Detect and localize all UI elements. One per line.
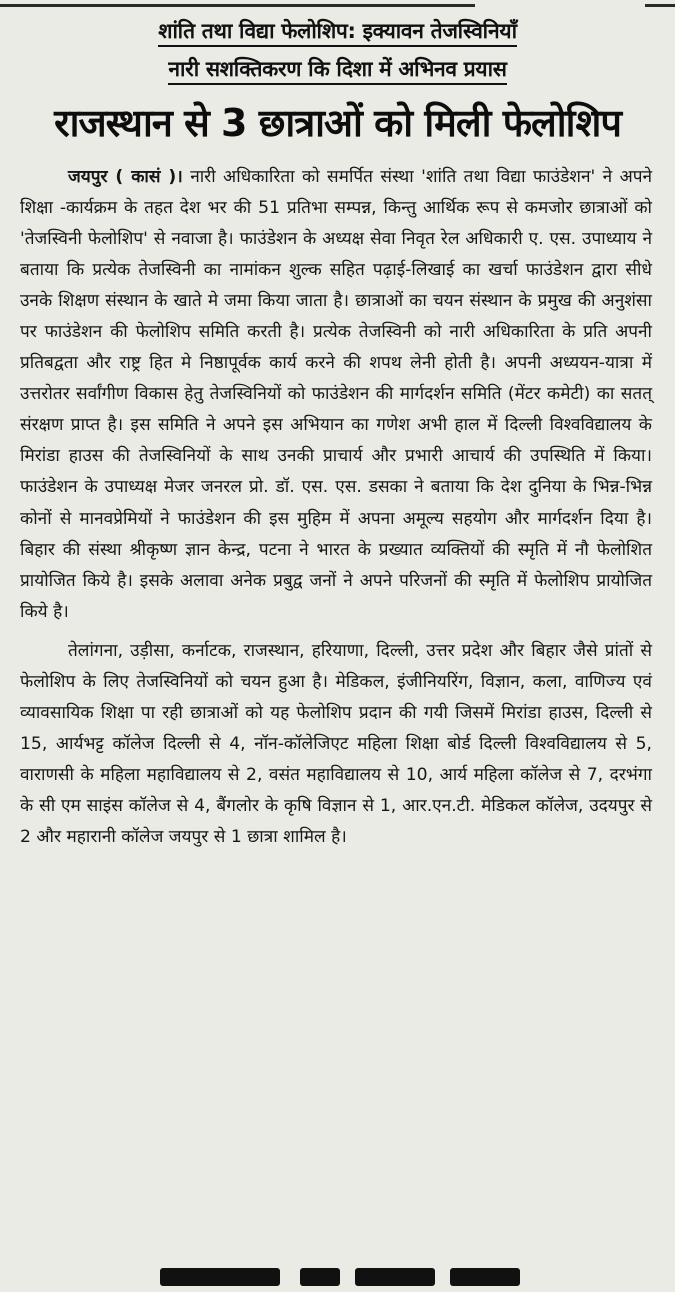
cropped-next-headline xyxy=(150,1262,530,1292)
cropped-glyph-block-2 xyxy=(300,1268,340,1286)
top-divider-gap xyxy=(475,0,645,8)
kicker-line-1-text: शांति तथा विद्या फेलोशिप: इक्यावन तेजस्विनियाँ xyxy=(158,18,516,47)
cropped-glyph-block-3 xyxy=(355,1268,435,1286)
paragraph-1-text: नारी अधिकारिता को समर्पित संस्था 'शांति तथा विद्या फाउंडेशन' ने अपने शिक्षा -कार्यक्रम के तहत देश भर की 51 प्रतिभा सम्पन्न, किन्तु आर्थिक रूप से कमजोर छात्राओं को 'तेजस्विनी फेलोशिप' से नवाजा है। फाउंडेशन के अध्यक्ष सेवा निवृत रेल अधिकारी ए. एस. उपाध्याय ने बताया कि प्रत्येक तेजस्विनी का नामांकन शुल्क सहित पढ़ाई-लिखाई का खर्चा फाउंडेशन द्वारा सीधे उनके शिक्षण संस्थान के खाते मे जमा किया जाता है। छात्राओं का चयन संस्थान के प्रमुख की अनुशंसा पर फाउंडेशन की फेलोशिप समिति करती है। प्रत्येक तेजस्विनी को नारी अधिकारिता के प्रति अपनी प्रतिबद्वता और राष्ट्र हित मे निष्ठापूर्वक कार्य करने की शपथ लेनी होती है। अपनी अध्ययन-यात्रा में उत्तरोतर सर्वांगीण विकास हेतु तेजस्विनियों को फाउंडेशन की मार्गदर्शन समिति (मेंटर कमेटी) का सतत् संरक्षण प्राप्त है। इस समिति ने अपने इस अभियान का गणेश अभी हाल में दिल्ली विश्वविद्यालय के मिरांडा हाउस की तेजस्विनियों के साथ उनकी प्राचार्य और प्रभारी आचार्य की उपस्थिति में किया। फाउंडेशन के उपाध्यक्ष मेजर जनरल प्रो. डॉ. एस. एस. डसका ने बताया कि देश दुनिया के भिन्न-भिन्न कोनों से मानवप्रेमियों ने फाउंडेशन की इस मुहिम में अपना अमूल्य सहयोग और मार्गदर्शन दिया है। बिहार की संस्था श्रीकृष्ण ज्ञान केन्द्र, पटना ने भारत के प्रख्यात व्यक्तियों की स्मृति में नौ फेलोशित प्रायोजित किये है। इसके अलावा अनेक प्रबुद्व जनों ने अपने परिजनों की स्मृति में फेलोशिप प्रायोजित किये है। xyxy=(20,167,653,622)
article-paragraph-1 xyxy=(20,162,652,628)
cropped-glyph-block-1 xyxy=(160,1268,280,1286)
kicker-line-2-text: नारी सशक्तिकरण कि दिशा में अभिनव प्रयास xyxy=(168,56,506,85)
kicker-line-1 xyxy=(0,18,675,47)
dateline: जयपुर ( कासं )। xyxy=(68,167,183,187)
article-body xyxy=(20,162,652,853)
article-paragraph-2: तेलांगना, उड़ीसा, कर्नाटक, राजस्थान, हरियाणा, दिल्ली, उत्तर प्रदेश और बिहार जैसे प्रांतों से फेलोशिप के लिए तेजस्विनियों को चयन हुआ है। मेडिकल, इंजीनियरिंग, विज्ञान, कला, वाणिज्य एवं व्यावसायिक शिक्षा पा रही छात्राओं को यह फेलोशिप प्रदान की गयी जिसमें मिरांडा हाउस, दिल्ली से 15, आर्यभट्ट कॉलेज दिल्ली से 4, नॉन-कॉलेजिएट महिला शिक्षा बोर्ड दिल्ली विश्वविद्यालय से 5, वाराणसी के महिला महाविद्यालय से 2, वसंत महाविद्यालय से 10, आर्य महिला कॉलेज से 7, दरभंगा के सी एम साइंस कॉलेज से 4, बैंगलोर के कृषि विज्ञान से 1, आर.एन.टी. मेडिकल कॉलेज, उदयपुर से 2 और महारानी कॉलेज जयपुर से 1 छात्रा शामिल है। xyxy=(20,640,652,847)
article-headline: राजस्थान से 3 छात्राओं को मिली फेलोशिप xyxy=(54,101,621,145)
cropped-glyph-block-4 xyxy=(450,1268,520,1286)
kicker-line-2 xyxy=(0,56,675,85)
